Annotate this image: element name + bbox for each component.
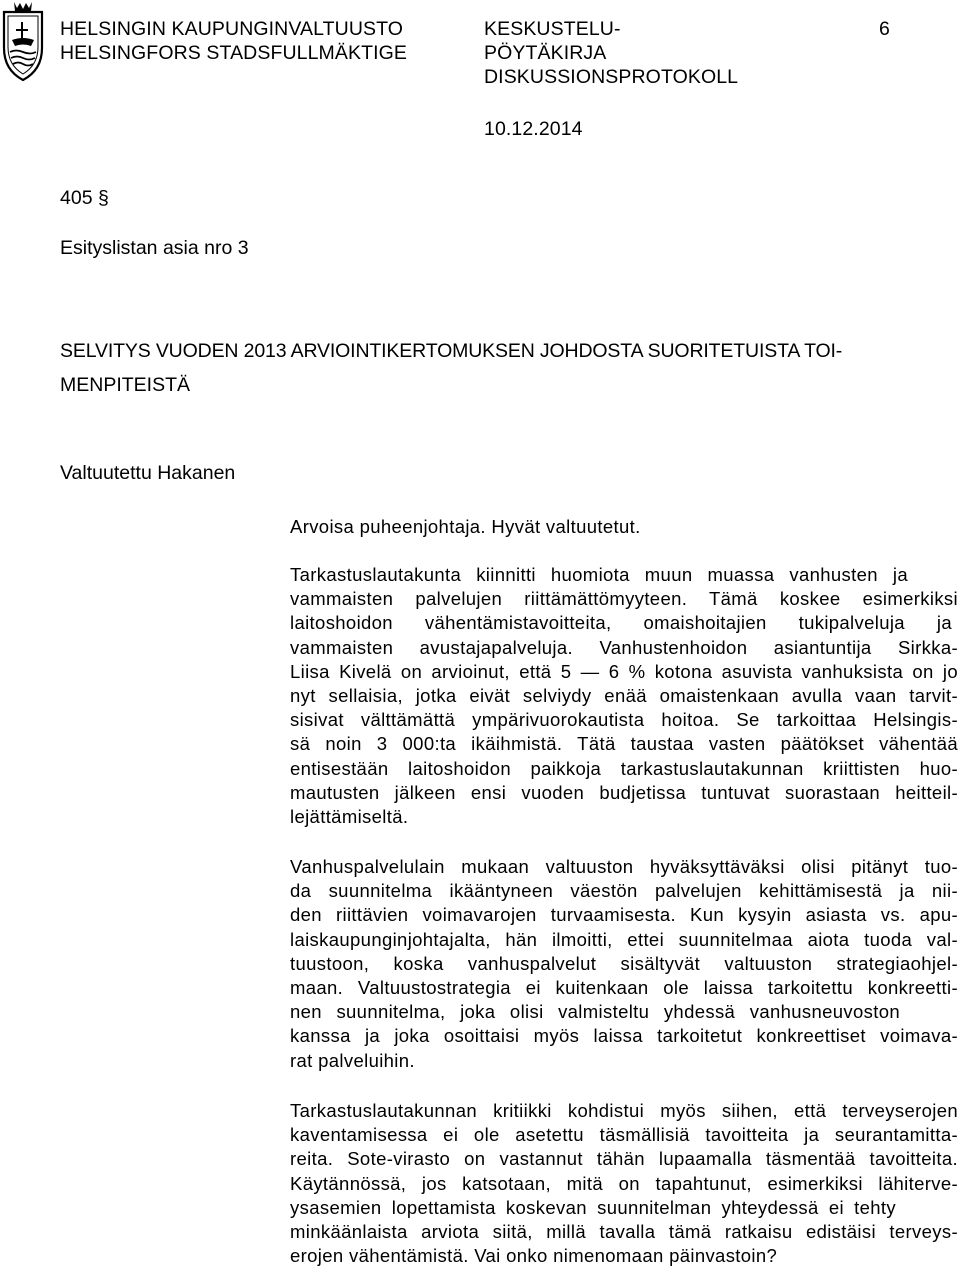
- paragraph-line: rat palveluihin.: [290, 1049, 415, 1071]
- paragraph-line: vammaisten palvelujen riittämättömyyteen. Tämä koskee esimerkiksi: [290, 588, 958, 610]
- paragraph-line: maan. Valtuustostrategia ei kuitenkaan ole laissa tarkoitettu konkreetti-: [290, 977, 958, 999]
- speech-paragraph-3: [290, 1099, 958, 1268]
- section-mark: §: [97, 187, 109, 209]
- speech-paragraph-1: [290, 563, 958, 829]
- agenda-item: Esityslistan asia nro 3: [60, 237, 249, 259]
- paragraph-line: minkäänlaista arviota siitä, millä tavalla tämä ratkaisu edistäisi terveys-: [290, 1221, 958, 1243]
- doc-type-fi-2: PÖYTÄKIRJA: [484, 42, 607, 64]
- section-number: 405: [60, 187, 93, 209]
- helsinki-crest-icon: [0, 0, 46, 82]
- paragraph-line: den riittävien voimavarojen turvaamisesta. Kun kysyin asiasta vs. apu-: [290, 904, 958, 926]
- speech-greeting: Arvoisa puheenjohtaja. Hyvät valtuutetut.: [290, 516, 641, 537]
- paragraph-line: reita. Sote-virasto on vastannut tähän lupaamalla täsmentää tavoitteita.: [290, 1148, 958, 1170]
- paragraph-line: entisestään laitoshoidon paikkoja tarkastuslautakunnan kriittisten huo-: [290, 757, 958, 779]
- paragraph-line: lejättämiseltä.: [290, 806, 409, 828]
- section-title-line-1: SELVITYS VUODEN 2013 ARVIOINTIKERTOMUKSEN JOHDOSTA SUORITETUISTA TOI-: [60, 340, 843, 362]
- doc-type-fi: KESKUSTELU-: [484, 18, 621, 40]
- paragraph-line: erojen vähentämistä. Vai onko nimenomaan päinvastoin?: [290, 1245, 778, 1267]
- paragraph-line: Tarkastuslautakunnan kritiikki kohdistui myös siihen, että terveyserojen: [290, 1100, 958, 1121]
- document-date: 10.12.2014: [484, 118, 583, 140]
- paragraph-line: vammaisten avustajapalveluja. Vanhustenhoidon asiantuntija Sirkka-: [290, 636, 958, 658]
- doc-type-sv: DISKUSSIONSPROTOKOLL: [484, 66, 739, 88]
- paragraph-line: Käytännössä, jos katsotaan, mitä on tapahtunut, esimerkiksi lähiterve-: [290, 1172, 958, 1194]
- paragraph-line: nen suunnitelma, joka olisi valmisteltu yhdessä vanhusneuvoston: [290, 1001, 900, 1023]
- paragraph-line: Tarkastuslautakunta kiinnitti huomiota muun muassa vanhusten ja: [290, 564, 908, 585]
- paragraph-line: tuustoon, koska vanhuspalvelut sisältyvät valtuuston strategiaohjel-: [290, 952, 958, 974]
- paragraph-line: mautusten jälkeen ensi vuoden budjetissa tuntuvat suorastaan heitteil-: [290, 781, 958, 803]
- org-name-sv: HELSINGFORS STADSFULLMÄKTIGE: [60, 42, 408, 64]
- paragraph-line: laitoshoidon vähentämistavoitteita, omaishoitajien tukipalveluja ja: [290, 612, 952, 634]
- paragraph-line: ysasemien lopettamista koskevan suunnitelman yhteydessä ei tehty: [290, 1196, 896, 1218]
- section-heading: [60, 186, 109, 210]
- paragraph-line: nyt sellaisia, jotka eivät selviydy enää omaistenkaan avulla vaan tarvit-: [290, 685, 958, 707]
- paragraph-line: kanssa ja joka osoittaisi myös laissa tarkoitetut konkreettiset voimava-: [290, 1025, 958, 1047]
- speaker-name: Valtuutettu Hakanen: [60, 462, 236, 484]
- paragraph-line: kaventamisessa ei ole asetettu täsmällisiä tavoitteita ja seurantamitta-: [290, 1124, 958, 1146]
- section-title-line-2: MENPITEISTÄ: [60, 374, 191, 396]
- paragraph-line: sisivat välttämättä ympärivuorokautista hoitoa. Se tarkoittaa Helsingis-: [290, 709, 958, 731]
- page-number: 6: [879, 18, 890, 40]
- org-name-fi: HELSINGIN KAUPUNGINVALTUUSTO: [60, 18, 404, 40]
- paragraph-line: Vanhuspalvelulain mukaan valtuuston hyväksyttäväksi olisi pitänyt tuo-: [290, 856, 958, 877]
- paragraph-line: da suunnitelma ikääntyneen väestön palvelujen kehittämisestä ja nii-: [290, 880, 958, 902]
- paragraph-line: Liisa Kivelä on arvioinut, että 5 — 6 % kotona asuvista vanhuksista on jo: [290, 660, 958, 682]
- paragraph-line: laiskaupunginjohtajalta, hän ilmoitti, ettei suunnitelmaa aiota tuoda val-: [290, 928, 958, 950]
- speech-paragraph-2: [290, 855, 958, 1073]
- paragraph-line: sä noin 3 000:ta ikäihmistä. Tätä taustaa vasten päätökset vähentää: [290, 733, 958, 755]
